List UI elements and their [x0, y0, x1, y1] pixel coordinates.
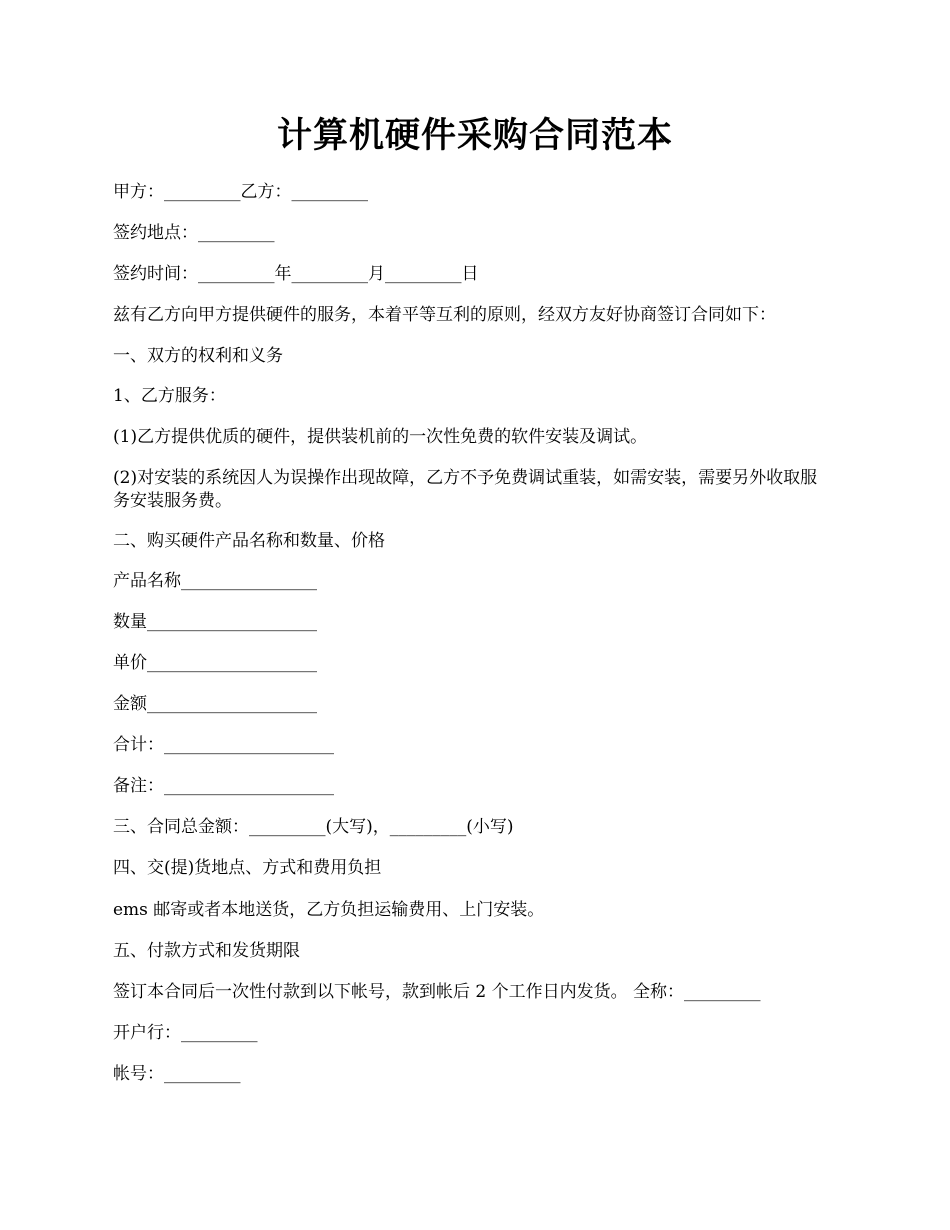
clause-1-heading: 1、乙方服务： [113, 386, 226, 406]
section-4-heading: 四、交(提)货地点、方式和费用负担 [113, 858, 382, 878]
signing-place-line: 签约地点：_________ [113, 223, 275, 243]
section-1-heading: 一、双方的权利和义务 [113, 346, 283, 366]
clause-1-item-2: (2)对安装的系统因人为误操作出现故障，乙方不予免费调试重装，如需安装，需要另外收取服务安装服务费。 [113, 468, 818, 511]
account-number-field: 帐号：_________ [113, 1064, 241, 1084]
remarks-field: 备注：____________________ [113, 776, 334, 796]
product-name-field: 产品名称________________ [113, 571, 317, 591]
bank-field: 开户行：_________ [113, 1023, 258, 1043]
total-field: 合计：____________________ [113, 735, 334, 755]
section-3-total-amount: 三、合同总金额：_________(大写)，_________(小写) [113, 817, 514, 837]
preamble-paragraph: 兹有乙方向甲方提供硬件的服务，本着平等互利的原则，经双方友好协商签订合同如下： [113, 305, 776, 325]
quantity-field: 数量____________________ [113, 612, 317, 632]
amount-field: 金额____________________ [113, 694, 317, 714]
section-5-heading: 五、付款方式和发货期限 [113, 941, 300, 961]
section-2-heading: 二、购买硬件产品名称和数量、价格 [113, 531, 385, 551]
payment-paragraph: 签订本合同后一次性付款到以下帐号，款到帐后 2 个工作日内发货。 全称：_________ [113, 982, 761, 1002]
signing-time-line: 签约时间：_________年_________月_________日 [113, 264, 479, 284]
page-title: 计算机硬件采购合同范本 [276, 115, 673, 156]
delivery-paragraph: ems 邮寄或者本地送货，乙方负担运输费用、上门安装。 [113, 900, 545, 920]
unit-price-field: 单价____________________ [113, 653, 317, 673]
clause-1-item-1: (1)乙方提供优质的硬件，提供装机前的一次性免费的软件安装及调试。 [113, 427, 648, 447]
parties-line: 甲方：_________乙方：_________ [113, 182, 368, 202]
